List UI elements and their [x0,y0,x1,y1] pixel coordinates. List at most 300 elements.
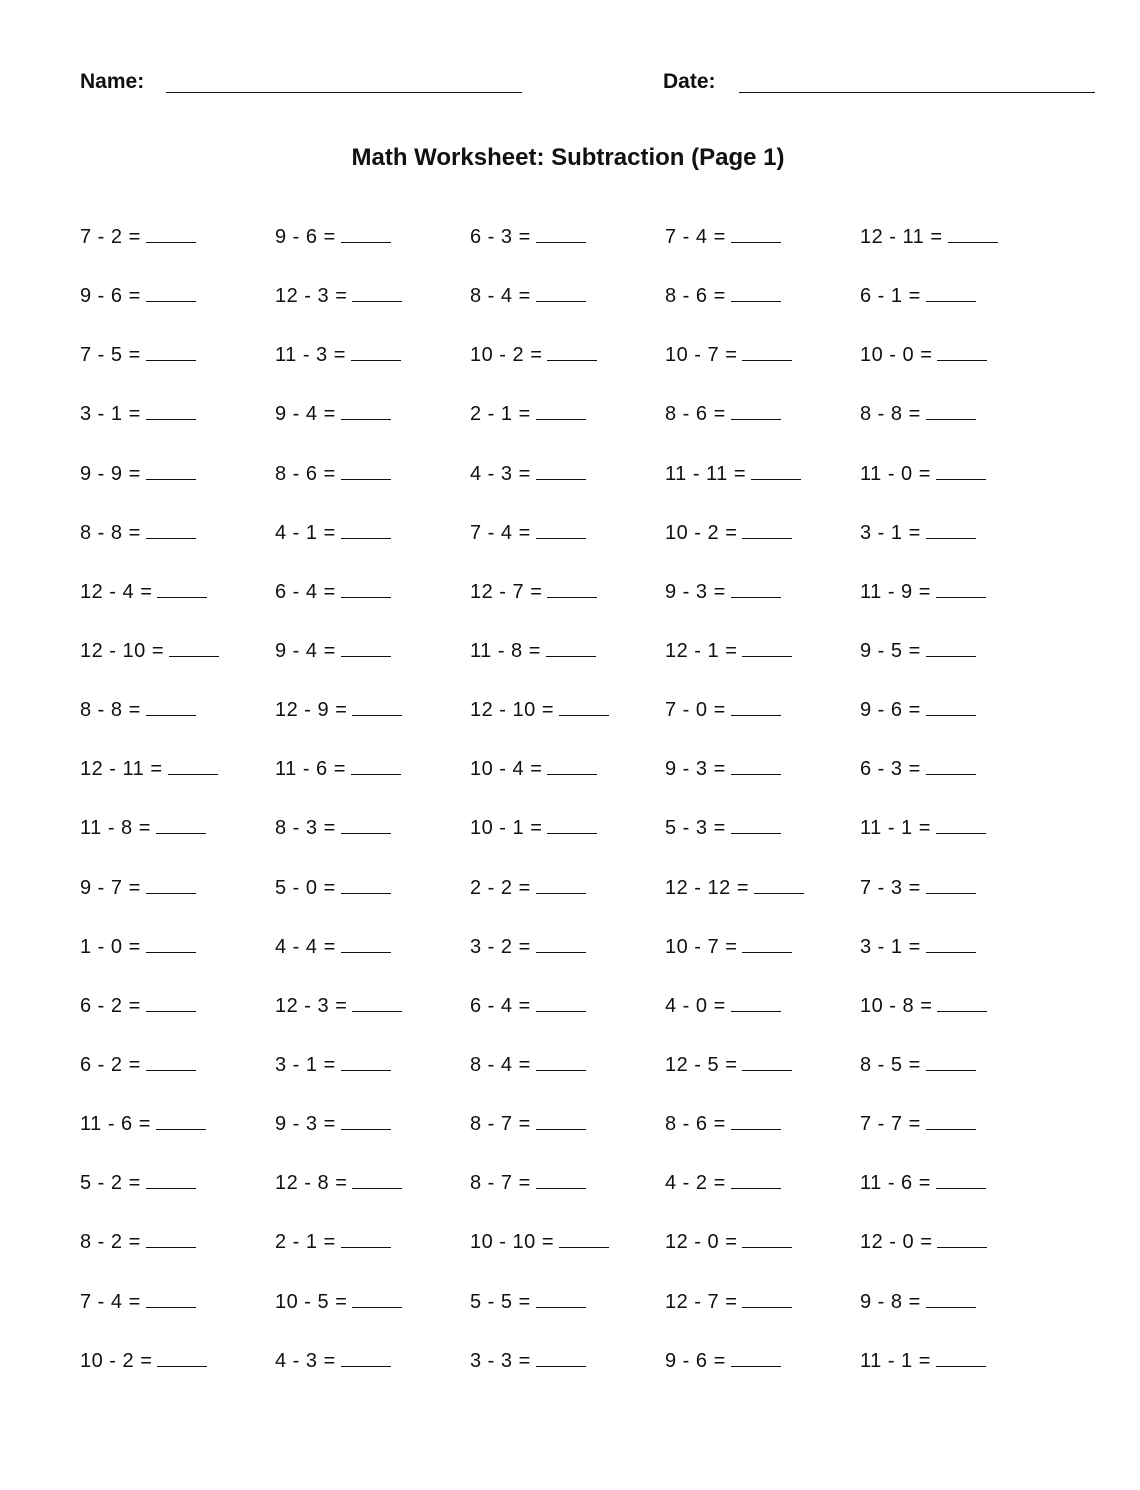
problem-expression: 12 - 10 = [80,639,165,662]
problem-item [665,518,792,547]
problem-row [80,281,1080,340]
problem-expression: 10 - 2 = [665,521,738,544]
problem-item [860,518,976,547]
problem-item [80,518,196,547]
problem-item [665,399,781,428]
problem-expression: 3 - 1 = [80,403,141,426]
answer-blank[interactable] [351,754,401,775]
problem-item [275,991,402,1020]
problem-item [470,281,586,310]
answer-blank[interactable] [536,1168,586,1189]
problem-expression: 11 - 1 = [860,1349,931,1372]
problem-item [860,1168,986,1197]
problem-expression: 3 - 1 = [275,1053,336,1076]
problem-grid [80,222,1080,1405]
problem-item [275,518,391,547]
problem-item [665,813,781,842]
problem-expression: 4 - 1 = [275,521,336,544]
problem-item [80,695,196,724]
answer-blank[interactable] [926,518,976,539]
answer-blank[interactable] [536,1346,586,1367]
answer-blank[interactable] [731,1168,781,1189]
answer-blank[interactable] [146,873,196,894]
answer-blank[interactable] [168,754,218,775]
problem-item [665,991,781,1020]
problem-expression: 7 - 5 = [80,344,141,367]
problem-item [275,281,402,310]
answer-blank[interactable] [156,813,206,834]
problem-row [80,636,1080,695]
answer-blank[interactable] [536,459,586,480]
answer-blank[interactable] [536,281,586,302]
problem-expression: 9 - 6 = [275,226,336,248]
answer-blank[interactable] [536,1287,586,1308]
problem-expression: 12 - 7 = [665,1290,738,1313]
problem-expression: 10 - 5 = [275,1290,348,1313]
answer-blank[interactable] [341,873,391,894]
answer-blank[interactable] [146,1168,196,1189]
problem-item [80,222,196,251]
problem-expression: 8 - 4 = [470,1053,531,1076]
answer-blank[interactable] [146,1227,196,1248]
problem-expression: 12 - 0 = [860,1231,933,1254]
problem-item [275,399,391,428]
problem-item [275,1227,391,1256]
problem-item [275,695,402,724]
problem-expression: 5 - 0 = [275,876,336,899]
problem-expression: 7 - 4 = [470,521,531,544]
problem-item [275,813,391,842]
answer-blank[interactable] [351,340,401,361]
answer-blank[interactable] [559,695,609,716]
problem-item [470,873,586,902]
problem-expression: 12 - 10 = [470,699,555,722]
problem-item [665,1346,781,1375]
answer-blank[interactable] [731,399,781,420]
problem-expression: 9 - 7 = [80,876,141,899]
problem-expression: 12 - 7 = [470,580,543,603]
problem-item [665,1227,792,1256]
problem-expression: 9 - 9 = [80,462,141,485]
problem-item [860,1109,976,1138]
problem-expression: 4 - 2 = [665,1172,726,1195]
answer-blank[interactable] [341,399,391,420]
answer-blank[interactable] [926,932,976,953]
answer-blank[interactable] [731,222,781,243]
problem-expression: 2 - 2 = [470,876,531,899]
problem-row [80,1109,1080,1168]
problem-item [860,1287,976,1316]
answer-blank[interactable] [742,1050,792,1071]
answer-blank[interactable] [146,932,196,953]
problem-item [80,281,196,310]
answer-blank[interactable] [157,577,207,598]
problem-expression: 6 - 2 = [80,994,141,1017]
answer-blank[interactable] [341,1227,391,1248]
problem-row [80,577,1080,636]
answer-blank[interactable] [536,518,586,539]
problem-item [275,459,391,488]
answer-blank[interactable] [536,991,586,1012]
answer-blank[interactable] [536,873,586,894]
problem-item [275,577,391,606]
answer-blank[interactable] [547,340,597,361]
answer-blank[interactable] [146,991,196,1012]
problem-item [860,1346,986,1375]
answer-blank[interactable] [352,695,402,716]
problem-item [80,1168,196,1197]
problem-item [275,754,401,783]
answer-blank[interactable] [754,873,804,894]
answer-blank[interactable] [341,222,391,243]
answer-blank[interactable] [926,1287,976,1308]
answer-blank[interactable] [146,399,196,420]
problem-item [470,1168,586,1197]
answer-blank[interactable] [341,1346,391,1367]
answer-blank[interactable] [742,1287,792,1308]
problem-expression: 3 - 3 = [470,1349,531,1372]
problem-item [860,754,976,783]
name-field-line[interactable] [166,92,522,93]
problem-item [80,813,206,842]
problem-item [470,577,597,606]
problem-expression: 11 - 6 = [80,1113,151,1136]
problem-item [275,340,401,369]
problem-item [80,1287,196,1316]
answer-blank[interactable] [742,518,792,539]
problem-item [470,222,586,251]
answer-blank[interactable] [936,1168,986,1189]
answer-blank[interactable] [341,813,391,834]
answer-blank[interactable] [352,1168,402,1189]
problem-item [80,754,218,783]
problem-item [470,932,586,961]
problem-item [470,340,597,369]
problem-expression: 7 - 3 = [860,876,921,899]
problem-row [80,1050,1080,1109]
problem-expression: 10 - 7 = [665,935,738,958]
problem-expression: 5 - 3 = [665,817,726,840]
problem-item [665,636,792,665]
answer-blank[interactable] [352,991,402,1012]
problem-item [860,340,987,369]
problem-item [80,1050,196,1079]
problem-expression: 10 - 1 = [470,817,543,840]
problem-row [80,222,1080,281]
answer-blank[interactable] [352,1287,402,1308]
answer-blank[interactable] [731,281,781,302]
problem-item [665,1168,781,1197]
problem-expression: 4 - 3 = [470,462,531,485]
problem-expression: 3 - 1 = [860,521,921,544]
date-field-line[interactable] [739,92,1095,93]
problem-expression: 11 - 1 = [860,817,931,840]
problem-expression: 12 - 12 = [665,876,750,899]
problem-item [275,932,391,961]
problem-item [665,1109,781,1138]
answer-blank[interactable] [926,636,976,657]
problem-item [275,1287,402,1316]
answer-blank[interactable] [146,281,196,302]
problem-expression: 10 - 0 = [860,344,933,367]
problem-row [80,340,1080,399]
answer-blank[interactable] [926,281,976,302]
answer-blank[interactable] [146,340,196,361]
problem-expression: 11 - 0 = [860,462,931,485]
problem-item [80,577,207,606]
problem-item [860,577,986,606]
problem-expression: 3 - 1 = [860,935,921,958]
problem-item [80,932,196,961]
problem-expression: 4 - 4 = [275,935,336,958]
answer-blank[interactable] [937,340,987,361]
problem-item [275,873,391,902]
answer-blank[interactable] [156,1109,206,1130]
answer-blank[interactable] [341,518,391,539]
problem-expression: 9 - 6 = [860,699,921,722]
problem-item [80,1109,206,1138]
problem-row [80,518,1080,577]
answer-blank[interactable] [146,459,196,480]
problem-item [665,222,781,251]
problem-expression: 4 - 0 = [665,994,726,1017]
answer-blank[interactable] [341,636,391,657]
problem-expression: 8 - 3 = [275,817,336,840]
answer-blank[interactable] [936,577,986,598]
problem-row [80,813,1080,872]
answer-blank[interactable] [341,577,391,598]
problem-item [80,636,219,665]
answer-blank[interactable] [948,222,998,243]
problem-expression: 8 - 8 = [80,699,141,722]
problem-expression: 10 - 7 = [665,344,738,367]
problem-row [80,695,1080,754]
problem-item [275,1168,402,1197]
answer-blank[interactable] [352,281,402,302]
problem-row [80,1287,1080,1346]
answer-blank[interactable] [536,1109,586,1130]
problem-row [80,873,1080,932]
problem-expression: 6 - 3 = [470,226,531,248]
problem-item [665,459,801,488]
problem-expression: 12 - 0 = [665,1231,738,1254]
answer-blank[interactable] [731,754,781,775]
problem-item [275,636,391,665]
answer-blank[interactable] [146,1050,196,1071]
problem-expression: 12 - 4 = [80,580,153,603]
problem-expression: 8 - 4 = [470,285,531,308]
problem-expression: 10 - 8 = [860,994,933,1017]
answer-blank[interactable] [146,695,196,716]
problem-item [860,399,976,428]
problem-item [470,1346,586,1375]
problem-item [275,1109,391,1138]
problem-item [665,281,781,310]
problem-item [860,636,976,665]
problem-expression: 12 - 5 = [665,1053,738,1076]
problem-expression: 11 - 3 = [275,344,346,367]
problem-row [80,1168,1080,1227]
answer-blank[interactable] [926,873,976,894]
answer-blank[interactable] [936,813,986,834]
problem-expression: 10 - 2 = [470,344,543,367]
worksheet-title: Math Worksheet: Subtraction (Page 1) [351,144,785,171]
problem-item [275,1050,391,1079]
problem-expression: 7 - 2 = [80,226,141,248]
problem-item [80,459,196,488]
problem-item [470,459,586,488]
problem-expression: 9 - 8 = [860,1290,921,1313]
problem-item [860,991,987,1020]
problem-item [665,873,804,902]
answer-blank[interactable] [742,636,792,657]
problem-expression: 6 - 4 = [275,580,336,603]
problem-item [860,932,976,961]
answer-blank[interactable] [536,1050,586,1071]
problem-item [665,1050,792,1079]
problem-item [860,1050,976,1079]
answer-blank[interactable] [926,399,976,420]
problem-expression: 8 - 8 = [860,403,921,426]
problem-item [665,754,781,783]
problem-item [860,222,998,251]
answer-blank[interactable] [146,1287,196,1308]
answer-blank[interactable] [341,932,391,953]
problem-row [80,991,1080,1050]
problem-expression: 1 - 0 = [80,935,141,958]
problem-row [80,754,1080,813]
problem-expression: 5 - 2 = [80,1172,141,1195]
answer-blank[interactable] [157,1346,207,1367]
answer-blank[interactable] [169,636,219,657]
answer-blank[interactable] [146,222,196,243]
problem-row [80,1346,1080,1405]
answer-blank[interactable] [742,340,792,361]
answer-blank[interactable] [937,991,987,1012]
problem-item [80,1346,207,1375]
problem-item [470,1287,586,1316]
problem-expression: 6 - 1 = [860,285,921,308]
problem-expression: 11 - 11 = [665,462,747,485]
problem-expression: 9 - 6 = [665,1349,726,1372]
problem-expression: 7 - 4 = [80,1290,141,1313]
problem-expression: 8 - 8 = [80,521,141,544]
problem-expression: 12 - 3 = [275,285,348,308]
problem-item [80,1227,196,1256]
problem-expression: 2 - 1 = [470,403,531,426]
answer-blank[interactable] [936,459,986,480]
problem-expression: 6 - 4 = [470,994,531,1017]
problem-expression: 8 - 6 = [665,1113,726,1136]
answer-blank[interactable] [731,577,781,598]
problem-expression: 3 - 2 = [470,935,531,958]
answer-blank[interactable] [536,399,586,420]
problem-item [80,399,196,428]
problem-item [665,932,792,961]
answer-blank[interactable] [731,1109,781,1130]
answer-blank[interactable] [926,754,976,775]
problem-item [860,1227,987,1256]
answer-blank[interactable] [341,1109,391,1130]
problem-expression: 12 - 8 = [275,1172,348,1195]
problem-item [860,695,976,724]
problem-expression: 10 - 4 = [470,758,543,781]
problem-expression: 6 - 2 = [80,1053,141,1076]
answer-blank[interactable] [146,518,196,539]
problem-expression: 11 - 8 = [470,639,541,662]
problem-expression: 12 - 11 = [80,758,163,781]
answer-blank[interactable] [936,1346,986,1367]
answer-blank[interactable] [341,1050,391,1071]
problem-expression: 11 - 9 = [860,580,931,603]
answer-blank[interactable] [731,1346,781,1367]
problem-expression: 7 - 7 = [860,1113,921,1136]
problem-item [470,754,597,783]
problem-item [470,1050,586,1079]
problem-row [80,932,1080,991]
problem-expression: 2 - 1 = [275,1231,336,1254]
problem-expression: 9 - 5 = [860,639,921,662]
problem-expression: 9 - 3 = [665,758,726,781]
problem-expression: 10 - 2 = [80,1349,153,1372]
answer-blank[interactable] [547,813,597,834]
problem-item [470,1227,609,1256]
answer-blank[interactable] [926,695,976,716]
answer-blank[interactable] [546,636,596,657]
answer-blank[interactable] [547,577,597,598]
problem-item [665,577,781,606]
answer-blank[interactable] [731,695,781,716]
problem-expression: 10 - 10 = [470,1231,555,1254]
name-label: Name: [80,70,145,93]
problem-expression: 8 - 2 = [80,1231,141,1254]
answer-blank[interactable] [937,1227,987,1248]
problem-expression: 8 - 6 = [665,403,726,426]
problem-item [470,399,586,428]
problem-expression: 6 - 3 = [860,758,921,781]
problem-expression: 12 - 3 = [275,994,348,1017]
problem-item [665,1287,792,1316]
problem-expression: 8 - 6 = [665,285,726,308]
problem-expression: 7 - 0 = [665,699,726,722]
problem-item [665,695,781,724]
answer-blank[interactable] [341,459,391,480]
problem-item [470,695,609,724]
answer-blank[interactable] [536,222,586,243]
answer-blank[interactable] [547,754,597,775]
worksheet-header [0,68,1140,100]
answer-blank[interactable] [536,932,586,953]
problem-item [470,991,586,1020]
answer-blank[interactable] [926,1050,976,1071]
answer-blank[interactable] [751,459,801,480]
answer-blank[interactable] [559,1227,609,1248]
answer-blank[interactable] [731,813,781,834]
problem-expression: 9 - 6 = [80,285,141,308]
answer-blank[interactable] [742,932,792,953]
answer-blank[interactable] [742,1227,792,1248]
problem-item [860,281,976,310]
answer-blank[interactable] [731,991,781,1012]
problem-item [80,340,196,369]
problem-item [275,222,391,251]
answer-blank[interactable] [926,1109,976,1130]
problem-expression: 12 - 9 = [275,699,348,722]
problem-expression: 9 - 4 = [275,403,336,426]
problem-item [665,340,792,369]
problem-expression: 11 - 6 = [860,1172,931,1195]
problem-item [860,459,986,488]
